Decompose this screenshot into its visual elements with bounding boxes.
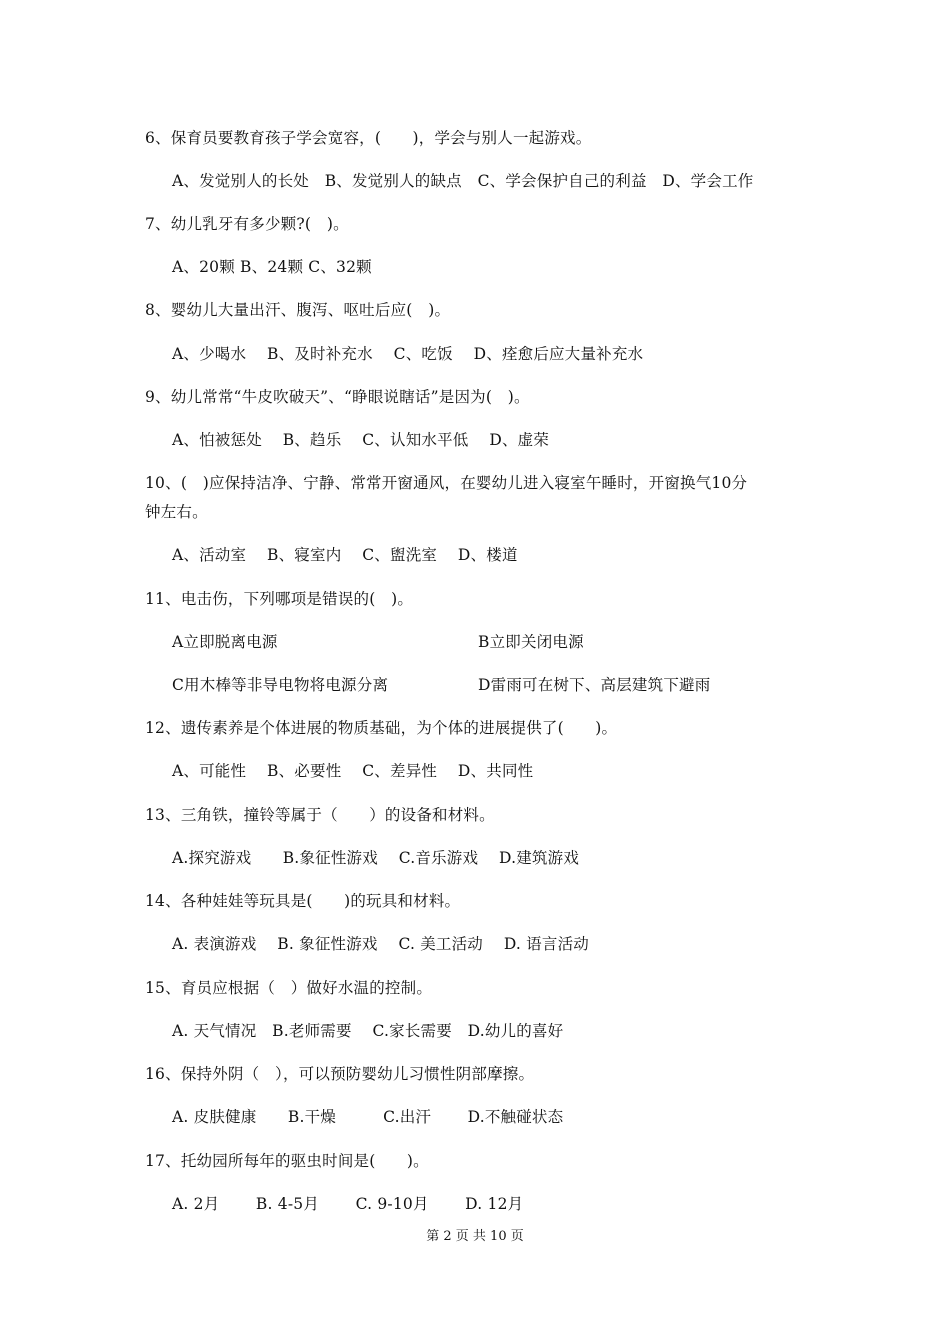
question-11-option-b: B立即关闭电源 — [478, 633, 584, 651]
question-17: 17、托幼园所每年的驱虫时间是( )。 — [145, 1152, 429, 1170]
question-15: 15、育员应根据（ ）做好水温的控制。 — [145, 979, 433, 997]
question-7: 7、幼儿乳牙有多少颗?( )。 — [145, 215, 349, 233]
question-14: 14、各种娃娃等玩具是( )的玩具和材料。 — [145, 892, 461, 910]
question-9: 9、幼儿常常“牛皮吹破天”、“睁眼说瞎话”是因为( )。 — [145, 388, 530, 406]
question-6: 6、保育员要教育孩子学会宽容，( )，学会与别人一起游戏。 — [145, 129, 592, 147]
question-12-options: A、可能性 B、必要性 C、差异性 D、共同性 — [172, 762, 534, 780]
question-6-options: A、发觉别人的长处 B、发觉别人的缺点 C、学会保护自己的利益 D、学会工作 — [172, 172, 754, 190]
question-11-option-c: C用木棒等非导电物将电源分离 — [172, 676, 389, 694]
question-16-options: A. 皮肤健康 B.干燥 C.出汗 D.不触碰状态 — [172, 1108, 564, 1126]
question-11-option-a: A立即脱离电源 — [172, 633, 278, 651]
question-11-option-d: D雷雨可在树下、高层建筑下避雨 — [478, 676, 711, 694]
question-13-options: A.探究游戏 B.象征性游戏 C.音乐游戏 D.建筑游戏 — [172, 849, 580, 867]
question-16: 16、保持外阴（ ），可以预防婴幼儿习惯性阴部摩擦。 — [145, 1065, 535, 1083]
question-9-options: A、怕被惩处 B、趋乐 C、认知水平低 D、虚荣 — [172, 431, 550, 449]
question-10: 10、( )应保持洁净、宁静、常常开窗通风，在婴幼儿进入寝室午睡时，开窗换气10分 — [145, 474, 748, 492]
question-7-options: A、20颗 B、24颗 C、32颗 — [172, 258, 372, 276]
question-14-options: A. 表演游戏 B. 象征性游戏 C. 美工活动 D. 语言活动 — [172, 935, 589, 953]
question-8-options: A、少喝水 B、及时补充水 C、吃饭 D、痊愈后应大量补充水 — [172, 345, 644, 363]
question-10-options: A、活动室 B、寝室内 C、盥洗室 D、楼道 — [172, 546, 518, 564]
question-8: 8、婴幼儿大量出汗、腹泻、呕吐后应( )。 — [145, 301, 451, 319]
question-15-options: A. 天气情况 B.老师需要 C.家长需要 D.幼儿的喜好 — [172, 1022, 564, 1040]
question-11: 11、电击伤，下列哪项是错误的( )。 — [145, 590, 414, 608]
question-10-continued: 钟左右。 — [145, 503, 208, 521]
question-12: 12、遗传素养是个体进展的物质基础，为个体的进展提供了( )。 — [145, 719, 618, 737]
page-number-footer: 第 2 页 共 10 页 — [426, 1229, 524, 1244]
question-13: 13、三角铁，撞铃等属于（ ）的设备和材料。 — [145, 806, 495, 824]
question-17-options: A. 2月 B. 4-5月 C. 9-10月 D. 12月 — [172, 1195, 524, 1213]
